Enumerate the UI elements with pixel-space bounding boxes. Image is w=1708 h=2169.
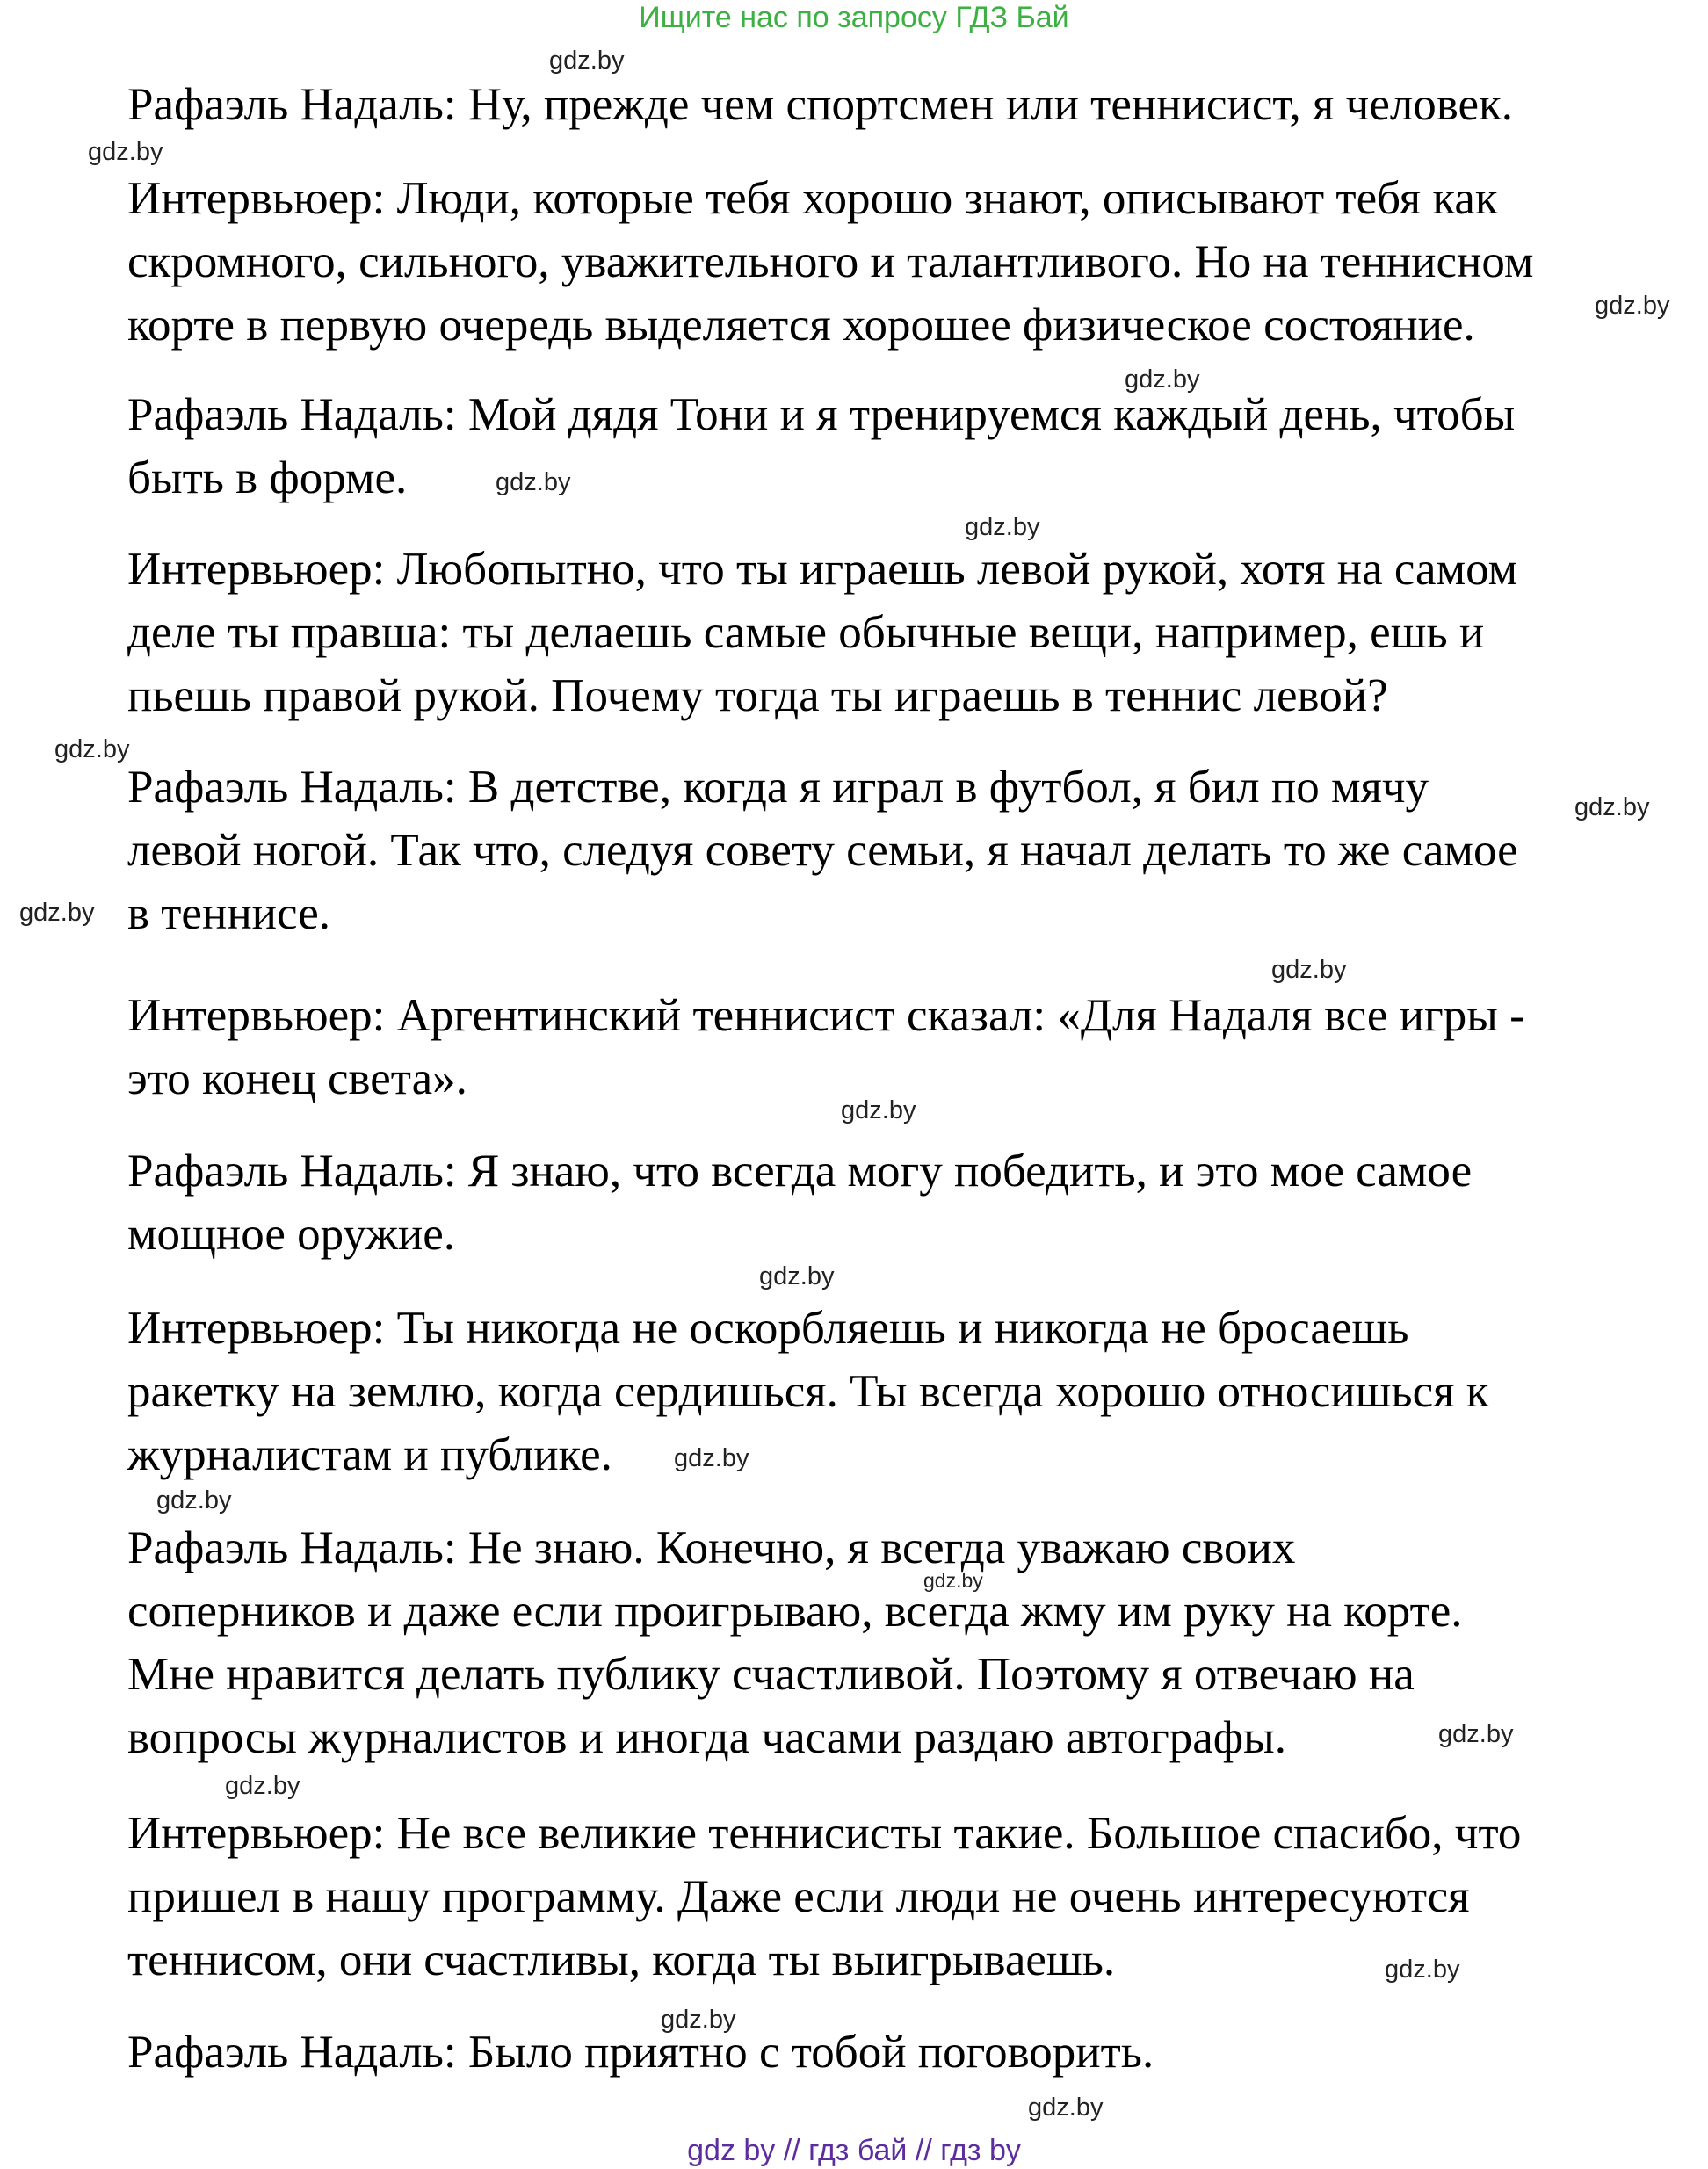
dialogue-line: деле ты правша: ты делаешь самые обычные вещи, например, ешь и [127, 607, 1485, 658]
watermark: gdz.by [965, 513, 1040, 541]
watermark: gdz.by [496, 468, 571, 496]
dialogue-line: в теннисе. [127, 888, 330, 939]
dialogue-line: Рафаэль Надаль: Не знаю. Конечно, я всегда уважаю своих [127, 1522, 1296, 1573]
dialogue-paragraph [127, 1802, 1521, 1992]
dialogue-line: ракетку на землю, когда сердишься. Ты всегда хорошо относишься к [127, 1366, 1489, 1417]
dialogue-line: Интервьюер: Не все великие теннисисты такие. Большое спасибо, что [127, 1808, 1522, 1859]
footer-banner: gdz by // гдз бай // гдз by [687, 2134, 1021, 2167]
dialogue-line: вопросы журналистов и иногда часами раздаю автографы. [127, 1712, 1286, 1763]
dialogue-paragraph [127, 73, 1513, 136]
dialogue-line: Рафаэль Надаль: Мой дядя Тони и я тренируемся каждый день, чтобы [127, 389, 1516, 440]
dialogue-line: Интервьюер: Аргентинский теннисист сказал: «Для Надаля все игры - [127, 990, 1525, 1041]
watermark: gdz.by [549, 47, 625, 75]
dialogue-paragraph [127, 1139, 1472, 1266]
watermark: gdz.by [674, 1444, 749, 1472]
watermark: gdz.by [1595, 292, 1670, 320]
watermark: gdz.by [759, 1262, 835, 1291]
dialogue-line: Интервьюер: Ты никогда не оскорбляешь и никогда не бросаешь [127, 1303, 1409, 1354]
watermark: gdz.by [88, 138, 163, 166]
dialogue-paragraph [127, 984, 1525, 1110]
dialogue-line: пришел в нашу программу. Даже если люди не очень интересуются [127, 1871, 1470, 1922]
watermark: gdz.by [1574, 793, 1650, 821]
dialogue-paragraph [127, 538, 1517, 727]
dialogue-paragraph [127, 383, 1515, 510]
watermark: gdz.by [841, 1096, 916, 1124]
dialogue-paragraph [127, 2021, 1154, 2084]
dialogue-paragraph [127, 167, 1533, 357]
dialogue-line: Рафаэль Надаль: В детстве, когда я играл в футбол, я бил по мячу [127, 762, 1429, 813]
watermark: gdz.by [1271, 956, 1347, 984]
dialogue-paragraph [127, 1516, 1463, 1769]
watermark: gdz.by [54, 735, 130, 763]
dialogue-line: корте в первую очередь выделяется хорошее физическое состояние. [127, 300, 1475, 351]
dialogue-line: мощное оружие. [127, 1209, 455, 1260]
watermark: gdz.by [156, 1486, 232, 1515]
watermark: gdz.by [1438, 1720, 1514, 1748]
watermark: gdz.by [225, 1772, 300, 1800]
dialogue-line: пьешь правой рукой. Почему тогда ты играешь в теннис левой? [127, 670, 1388, 721]
dialogue-line: левой ногой. Так что, следуя совету семьи, я начал делать то же самое [127, 825, 1518, 876]
dialogue-line: быть в форме. [127, 452, 408, 503]
dialogue-line: Мне нравится делать публику счастливой. Поэтому я отвечаю на [127, 1649, 1415, 1700]
dialogue-line: Рафаэль Надаль: Было приятно с тобой поговорить. [127, 2027, 1154, 2078]
watermark: gdz.by [1385, 1956, 1460, 1984]
watermark: gdz.by [1125, 365, 1200, 394]
dialogue-line: скромного, сильного, уважительного и талантливого. Но на теннисном [127, 236, 1534, 287]
dialogue-line: Рафаэль Надаль: Я знаю, что всегда могу победить, и это мое самое [127, 1146, 1473, 1197]
watermark: gdz.by [923, 1569, 983, 1592]
watermark: gdz.by [1028, 2093, 1104, 2122]
watermark: gdz.by [661, 2006, 736, 2034]
dialogue-line: Рафаэль Надаль: Ну, прежде чем спортсмен или теннисист, я человек. [127, 79, 1514, 130]
watermark: gdz.by [19, 899, 95, 927]
header-banner: Ищите нас по запросу ГДЗ Бай [639, 1, 1069, 34]
dialogue-line: Интервьюер: Люди, которые тебя хорошо знают, описывают тебя как [127, 173, 1498, 224]
dialogue-line: это конец света». [127, 1053, 467, 1104]
dialogue-line: соперников и даже если проигрываю, всегда жму им руку на корте. [127, 1586, 1463, 1637]
dialogue-paragraph [127, 1297, 1488, 1486]
dialogue-line: Интервьюер: Любопытно, что ты играешь левой рукой, хотя на самом [127, 544, 1518, 595]
dialogue-line: журналистам и публике. [127, 1429, 612, 1480]
dialogue-line: теннисом, они счастливы, когда ты выигрываешь. [127, 1934, 1116, 1985]
dialogue-paragraph [127, 756, 1518, 945]
